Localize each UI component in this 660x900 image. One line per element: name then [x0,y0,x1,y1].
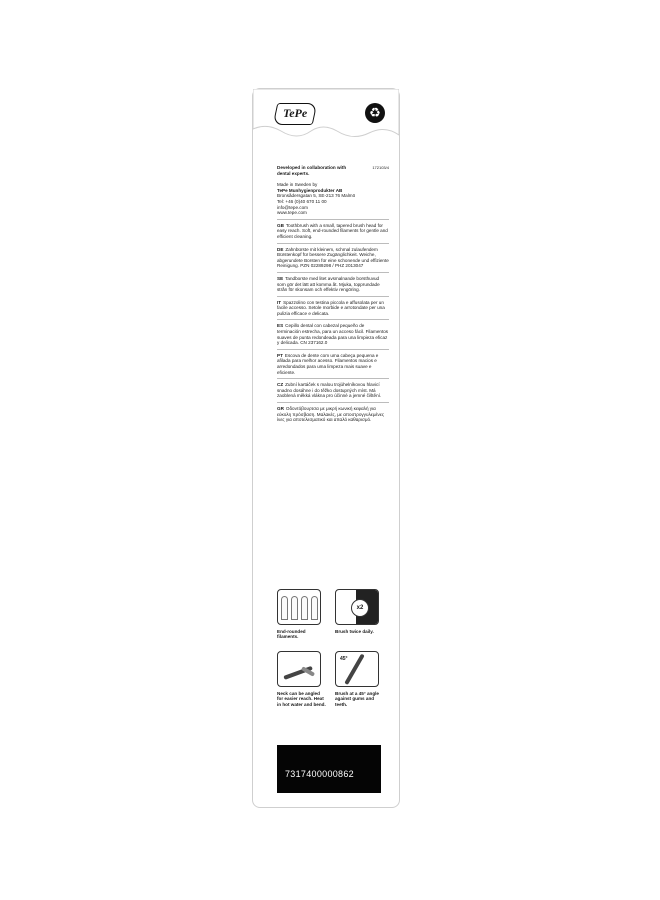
angle-label: 45° [340,656,348,662]
packaging-card [252,88,400,808]
lang-code: PT [277,352,283,358]
made-in: Made in Sweden by [277,182,318,188]
twice-daily-caption: Brush twice daily. [335,629,374,634]
section-text: Escova de dente com uma cabeça pequena e afilada para melhor acesso. Filamentos macios e arredondados para uma limpeza mais suave e eficiente. [277,352,379,375]
lang-code: IT [277,299,282,305]
section-de [277,243,389,269]
filaments-caption: End-rounded filaments. [277,629,306,640]
header-band [253,89,399,147]
filaments-icon [277,589,321,625]
brush-angle-caption: Brush at a 45° angle against gums and teeth. [335,691,379,707]
barcode-number: 7317400000862 [285,769,354,779]
section-text: Toothbrush with a small, tapered brush head for easy reach. Soft, end-rounded filaments for gentle and efficient cleaning. [277,222,388,239]
email: info@tepe.com [277,204,308,210]
brush-angle-icon [335,651,379,687]
company-name: TePe Munhygienprodukter AB [277,187,343,193]
telephone: Tel: +46 (0)40 670 11 00 [277,198,327,204]
x2-badge: x2 [351,599,369,617]
lang-code: ES [277,323,284,329]
lang-code: GR [277,406,284,411]
section-es [277,319,389,345]
section-text: Spazzolino con testina piccola e affusolata per un facile accesso. Setole morbide e arrotondate per una pulizia efficace e delicata. [277,299,385,316]
logo-text: TePe [282,106,308,120]
section-text: Cepillo dental con cabezal pequeño de terminación estrecha, para un acceso fácil. Filamentos suaves de punta redondeada para una limpieza eficaz y delicada. CN 237162.0 [277,323,389,346]
section-gb [277,219,389,240]
lang-code: DE [277,246,284,252]
section-text: Zahnbürste mit kleinem, schmal zulaufendem Bürstenkopf für bessere Zugänglichkeit. Weiche, abgerundete Borsten für eine schonende und effiziente Reinigung. PZN 02289298 / PHZ 2013047 [277,246,389,269]
neck-bend-caption: Neck can be angled for easier reach. Heat in hot water and bend. [277,691,326,707]
address: Bronsådersgatan 5, SE-213 76 Malmö [277,193,356,199]
tagline: Developed in collaboration with dental experts. [277,165,347,176]
lang-code: SE [277,275,284,281]
section-cz [277,378,389,399]
section-se [277,272,389,293]
section-it [277,296,389,317]
section-pt [277,349,389,375]
text-panel [277,165,389,423]
lang-code: GB [277,222,284,228]
section-gr [277,402,389,423]
twice-daily-icon [335,589,379,625]
tepe-logo [273,103,318,125]
manufacturer-info [277,182,389,216]
recycle-icon: ♻ [365,103,385,123]
neck-bend-icon [277,651,321,687]
lang-code: CZ [277,382,284,388]
section-text: Tandborste med litet avsmalnande borsthuvud som gör det lätt att komma åt. Mjuka, topprundade strån för skonsam och effektiv rengöring. [277,275,380,293]
section-text: Οδοντόβουρτσα με μικρή κωνική κεφαλή για εύκολη πρόσβαση. Μαλακές, με αποστρογγυλεμένες ίνες για αποτελεσματικό και απαλό καθαρισμό. [277,406,385,423]
website: www.tepe.com [277,210,307,216]
section-text: Zubní kartáček s malou trojúhelníkovou hlavicí snadno dosáhne i do těžko dostupných míst. Má zaoblená měkká vlákna pro účinné a jemné čištění. [277,382,382,399]
product-code: 172103/4 [372,165,389,170]
barcode [277,745,381,793]
